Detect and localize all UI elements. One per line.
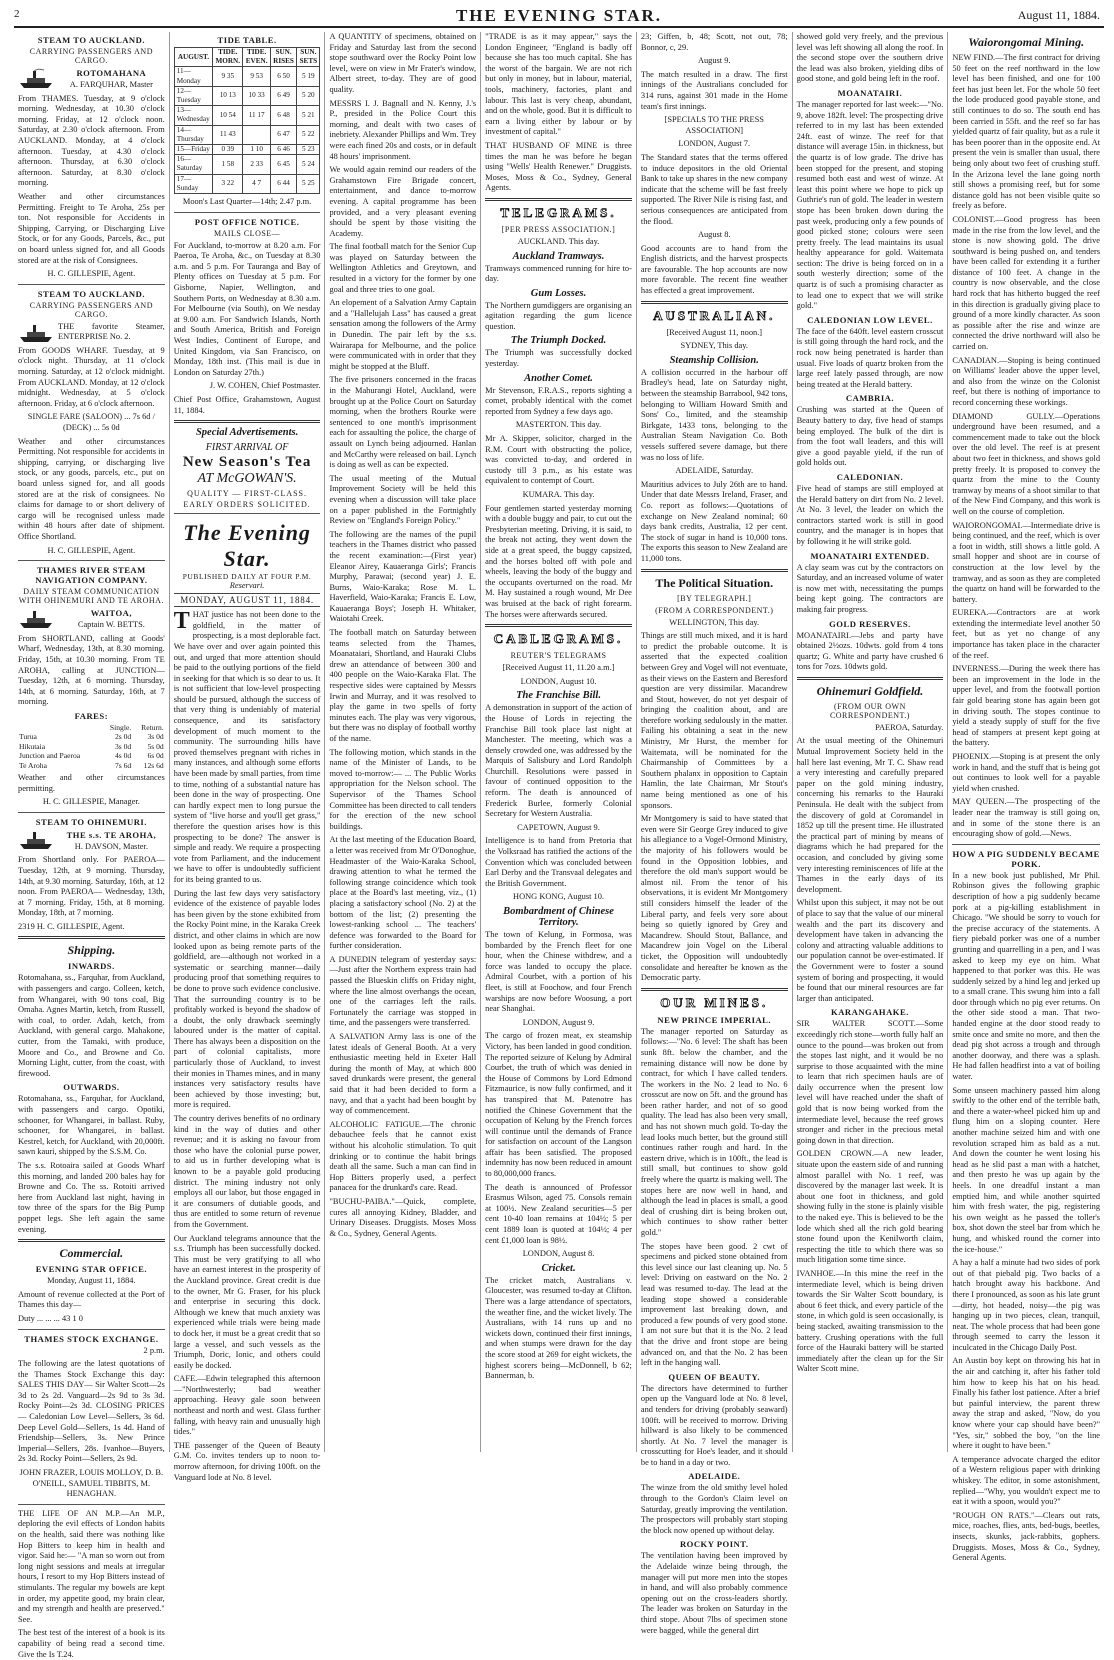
table-cell: 13—Wednesday: [174, 106, 212, 125]
section-heading: Special Advertisements.: [195, 427, 299, 439]
table-row: [174, 174, 320, 193]
article-text: EUREKA.—Contractors are at work extending the intermediate level another 50 feet, but as yet no change of any importance has taken place in the character of the reef.: [952, 608, 1101, 660]
table-cell: 3 22: [213, 174, 243, 193]
table-cell: 6 47: [270, 125, 296, 144]
section-title: STEAM TO AUCKLAND.: [37, 35, 145, 45]
notice-text: Weather and other circumstances permitting.: [18, 772, 165, 793]
table-cell: 6 50: [270, 67, 296, 86]
ad-headline: New Season's Tea: [182, 454, 312, 471]
news-item: The five prisoners concerned in the fracas in the Mahurangi Hotel, Auckland, were brought up at the Police Court on Saturday morning, when the brothers Rourke were sentenced to one month's imprisonment each for assaulting the police, the charge of assault on Lynch being adjourned. Hanlan and McCarthy were released on bail. Lynch is doing as well as can be expected.: [329, 375, 477, 470]
section-title: THAMES RIVER STEAM NAVIGATION COMPANY.: [35, 565, 148, 586]
masthead: [14, 6, 1104, 28]
table-row: [174, 106, 320, 125]
subsection-title: EVENING STAR OFFICE.: [35, 1264, 148, 1275]
column-6: [793, 32, 949, 1452]
news-item: At the last meeting of the Education Board, a letter was received from Mr O'Donoghue, Headmaster of the Waio-Karaka School, drawing attention to what he termed the following strange coincidence which took place at the Board's last meeting, viz., (1) placing a satisfactory school (No. 2) at the bottom of the list; (2) presenting the lowest-ranking school ... The teachers' defence was forwarded to the Board for further consideration.: [329, 835, 477, 951]
article-text: CAFE.—Edwin telegraphed this afternoon—"Northwesterly; bad weather approaching. Heavy gale soon between northeast and north and west. Glass further falling, with heavy rain and unusually high tides.": [173, 1374, 321, 1437]
place-dateline: CAPETOWN, August 9.: [517, 822, 600, 832]
article-text: The stopes have been good. 2 cwt of specimens and picked stone obtained from this level since our last cleaning up. No. 5 level: Driving on eastward on the No. 2 lead was resumed to-day. The lead at the leading stope showed a considerable improvement last breaking down, and produced a few pounds of very good stone. I am not sure but that it is the No. 2 lead that the drive and front stope are being advanced on, and that the No. 2 has been left in the hanging wall.: [640, 1241, 788, 1368]
subsection-title: THAMES STOCK EXCHANGE.: [24, 1333, 159, 1344]
article-text: GOLDEN CROWN.—A new leader, situate upon the eastern side of and running almost parallel with No. 1 reef, was discovered by the manager last week. It is about one foot in thickness, and gold showing fully in the stone is plainly visible to the naked eye. This is believed to be the lode which shed all the rich gold bearing stone found upon the Kenilworth claim, respecting the title to which there was so much litigation some time since.: [796, 1149, 944, 1265]
section-subtitle: (FROM OUR OWN CORRESPONDENT.): [829, 701, 910, 720]
table-cell: Hikutaia: [19, 741, 46, 751]
section-heading: AUSTRALIAN.: [653, 307, 776, 323]
article-text: 23; Giffen, b, 48; Scott, not out, 78; Bonnor, c, 29.: [640, 32, 788, 52]
article-text: The cargo of frozen meat, ex steamship Victory, has been landed in good condition. The reported seizure of Kelung by Admiral Courbet, the truth of which was denied in the House of Commons by Lord Edmond Fitzmaurice, is now fully confirmed, and it has transpired that M. Patenotre has notified the Chinese Government that the occupation of Kelung by the French forces will continue until the demands of France for satisfaction on account of the Langson affair has been satisfied. The proposed indemnity has now been reduced in amount to 80,000,000 francs.: [485, 1031, 632, 1179]
table-header: SUN. RISES: [270, 48, 296, 67]
dateline: Monday, August 11, 1884.: [47, 1276, 136, 1286]
table-cell: 5 24: [297, 155, 320, 174]
steamship-icon: [18, 322, 54, 344]
article-text: The town of Kelung, in Formosa, was bombarded by the French fleet for one hour, when the Chinese withdrew, and a force was landed to occupy the place. Admiral Courbet, with a portion of his fleet, is still at Foochow, and four French warships are now before Woosung, a port near Shanghai.: [485, 930, 632, 1014]
article-text: The Northern gumdiggers are organising an agitation regarding the gum licence question.: [485, 300, 632, 331]
divider: [174, 513, 321, 514]
specials-tag: [SPECIALS TO THE PRESS ASSOCIATION]: [664, 115, 764, 135]
ad-line: FIRST ARRIVAL OF: [205, 442, 289, 454]
table-cell: 9 53: [243, 67, 270, 86]
article-text: Mr Stevenson, F.R.A.S., reports sighting a comet, probably identical with the comet reported from Sydney a few days ago.: [485, 385, 632, 416]
article-text: The Triumph was successfully docked yesterday.: [485, 348, 632, 369]
table-header: AUGUST.: [174, 48, 212, 67]
article-text: The manager reported for last week:—"No. 9, above 182ft. level: The prospecting drive referred to in my last has been extended 24ft. east of winze. The reef for that distance will average 15in. in thickness, but the quartz is of low grade. The drive has been stopped for the present, and stoping resumed both east and west of winze. At least this point where we hope to pick up Guthrie's run of gold. The leader in western stope has been broken down during the past week, producing only a few pounds of good picked stone; colours were seen pretty freely. The lead maintains its usual healthy appearance for gold. Waitemata section: The drive is being forced on in a south westerly direction; some of the quartz is of such a promising character as to lead one to expect that we will strike gold.": [796, 99, 944, 311]
ad-line: EARLY ORDERS SOLICITED.: [183, 500, 311, 510]
table-cell: Te Aroha: [19, 760, 47, 770]
article-text: Whilst upon this subject, it may not be out of place to say that the value of our mineral wealth and the part its discovery and development have taken in advancing the colony and attracting valuable additions to our population cannot be over-estimated. If the Government were to foster a sound system of boring and prospecting, it would be found that our mineral resources are far larger than anticipated.: [796, 898, 944, 1003]
table-cell: 4 7: [243, 174, 270, 193]
article-text: A hay a half a minute had two sides of pork out of that piebald pig. Two backs of a hatch brought away his backbone. And there I pronounced, as soon as his late grunt—dirty, hot headed, noisy—the pig was hanging up in two pieces, clean, tranquil, neat. The whole process that had been gone through seemed to carry the lesson it inculcated in the Chicago Daily Post.: [952, 1258, 1101, 1352]
place-dateline: LONDON, August 9.: [522, 1017, 595, 1027]
article-text: The ventilation having been improved by the Adelaide winze being through, the manager will put more men into the stopes in hand, and will also probably commence opening out on the cross-leaders shortly. The leader was broken on Saturday in the third stope. About 7lbs of specimen stone were bagged, while the general dirt: [640, 1551, 788, 1635]
story-headline: The Triumph Docked.: [510, 335, 607, 347]
story-headline: HOW A PIG SUDDENLY BECAME PORK.: [952, 848, 1100, 869]
article-text: The cricket match, Australians v. Gloucester, was resumed to-day at Clifton. There was a large attendance of spectators, the weather fine, and the wicket lively. The Australians, with 14 runs up and no wickets down, continued their first innings, and when stumps were drawn for the day the score stood at 269 for eight wickets, the highest scorers being—McDonnell, b 62; Bannerman, b.: [485, 1275, 632, 1381]
table-cell: 12s 6d: [143, 760, 164, 770]
divider: [641, 569, 788, 572]
article-text: A clay seam was cut by the contractors on Saturday, and an increased volume of water is now met with, necessitating the pumps being kept going. The contractors are making fair progress.: [796, 562, 944, 614]
table-cell: 2s 0d: [114, 732, 132, 742]
divider: [18, 560, 165, 561]
article-text: PHOENIX.—Stoping is at present the only work in hand, and the stuff that is being got out continues to look well for a payable yield when crushed.: [952, 752, 1101, 793]
article-text: SIR WALTER SCOTT.—Some exceedingly rich stone—worth fully half an ounce to the pound—was broken out from the stopes last night, and it would be no surprise to those acquainted with the mine to learn that rich specimen hauls are of daily occurrence when the present low level will have reached under the shaft of gold that is now being worked from the intermediate level, because the reef grows stronger and richer in the precious metal going down in that direction.: [796, 1019, 944, 1145]
column-1: [14, 32, 170, 1659]
table-row: [18, 751, 165, 760]
article-text: The following are the latest quotations of the Thames Stock Exchange this day: SALES THIS DAY— Sir Walter Scott—2s 3d to 2s 2d. Vanguard—2s 9d to 3s 3d. Rocky Point—2s 3d. CLOSING PRICES— Caledonian Low Level—Sellers, 3s 6d. Deep Level Gold—Sellers, 1s 4d. Hand of Friendship—Sellers, 3s. New Prince Imperial—Sellers, 28s. Ivanhoe—Buyers, 2s 3d. Rocky Point—Sellers, 2s 9d.: [18, 1359, 165, 1464]
subsection-title: INWARDS.: [67, 961, 115, 972]
news-item: A QUANTITY of specimens, obtained on Friday and Saturday last from the second stope southward over the Rocky Point low level, were on view in Mr Frater's window, Albert street, to-day. They are of good quality.: [329, 32, 477, 94]
story-headline: The Franchise Bill.: [516, 690, 601, 702]
table-cell: 11—Monday: [174, 67, 212, 86]
subsection-title: CALEDONIAN.: [836, 471, 904, 482]
schedule-text: From THAMES. Tuesday, at 9 o'clock morning. Wednesday, at 10.30 o'clock morning. Friday, at 12 o'clock noon. Saturday, at 2.30 o'clock afternoon. From AUCKLAND. Monday, at 4 o'clock afternoon. Tuesday, at 4.30 o'clock afternoon. Thursday, at 6.30 o'clock afternoon. Saturday, at 8.30 o'clock morning.: [18, 93, 165, 188]
divider: [797, 677, 944, 680]
editorial-body: HAT justice has not been done to the goldfield, in the matter of prospecting, is a most deplorable fact. We have over and over again pointed this out, and urged that more attention should be paid to the outlying portions of the field in seeking for that which is so dear to us. It is not sufficient that low-level prospecting should be pursued, although the success of that very thing is undeniably of material consequence, and its satisfactory development of much moment to the community. The surrounding hills have proved themselves pregnant with riches in many instances, and although some efforts have been made by small parties, from time to time, nothing of a substantial nature has been done in the way of prospecting. One can hardly expect men to long pursue the system of "live horse and you'll get grass," therefore the question arises how is this prospecting to be done? The answer is simple and ready. We require a prospecting vote from Parliament, and the inducement we have to offer is undoubtedly sufficient for its being granted to us.: [173, 610, 321, 884]
article-text: In a new book just published, Mr Phil. Robinson gives the following graphic description of how a pig suddenly became pork at a pig-killing establishment in Chicago. "We should be sorry to vouch for the precise accuracy of the statements. A fiery piebald porker was one of a number grunting and quarrelling in a pen, and I was asked to keep my eye on him. What happened to that porker was this. He was suddenly seized by a hind leg and jerked up to a small crane. This swung him into a fall door through which no pig ever returns. On the other side stood a man. That two-handed engine at the door stood ready to smite once and smite no more, and then the dead pig shot across a trough and through another doorway, and there was a splash. He had fallen headfirst into a vat of boiling water.: [952, 870, 1101, 1082]
article-text: Things are still much mixed, and it is hard to predict the probable outcome. It is asserted that the expected coalition between Grey and Vogel will not eventuate, as their views on the Eastern and Beresford question are very dissimilar. Macandrew and Stout, however, do not yet despair of bringing the coalition about, and are therefore working sedulously in the matter. Failing his obtaining a seat in the new Ministry, Mr Hurst, the member for Waitemata, will be nominated for the Chairmanship of Committees by a Southern phalanx in opposition to Captain Hamlin, the late Chairman, Mr Stout's name being mentioned as one of his sponsors.: [640, 631, 788, 810]
editorial-date: MONDAY, AUGUST 11, 1884.: [174, 593, 321, 607]
section-heading: CABLEGRAMS.: [493, 631, 624, 647]
table-cell: 5 23: [297, 145, 320, 155]
ship-name: WAITOA,: [90, 608, 133, 619]
agent-name: H. C. GILLESPIE, Agent.: [47, 545, 136, 555]
advertisement-text: THE LIFE OF AN M.P.—An M.P., deploring the evil effects of London habits on the health, said there was nothing like Hop Bitters to keep him in health and vigor. Said he:— "A man so worn out from long night sessions and meals at irregular hours, I resort to my Hop Bitters instead of stimulants. The regular my bowels are kept in order, my appetite good, my brain clear, and my strength and health are preserved." See.: [18, 1508, 165, 1624]
table-cell: 5s 0d: [147, 741, 164, 751]
ship-name: THE s.s. TE AROHA,: [66, 829, 157, 840]
table-cell: 5 25: [297, 174, 320, 193]
table-cell: 5 21: [297, 106, 320, 125]
section-subtitle: (FROM A CORRESPONDENT.): [655, 605, 774, 615]
article-text: WAIORONGOMAI.—Intermediate drive is being continued, and the reef, which is over a foot in width, still shows a little gold. A small hopper and shoot are in course of construction at the low level by the tramway, and as soon as they are completed the quartz on hand will be forwarded to the battery.: [952, 520, 1101, 604]
news-item: The football match on Saturday between teams selected from the Thames, Moanataiari, Shortland, and Hauraki Clubs drew an attendance of between 300 and 400 people on the Waio-Karaka Flat. The respective sides were captained by Messrs Irwin and Murray, and it was resolved to play the game in two spells of forty minutes each. The play was very vigorous, but there was no display of football worthy of the name.: [329, 628, 477, 743]
table-row: [174, 155, 320, 174]
article-text: Intelligence is to hand from Pretoria that the Volksraad has ratified the actions of the Convention which was concluded between Earl Derby and the Transvaal delegates and the British Government.: [485, 836, 632, 888]
story-headline: Bombardment of Chinese Territory.: [503, 906, 614, 928]
moon-phase: Moon's Last Quarter—14th; 2.47 p.m.: [182, 197, 312, 207]
table-header: Return.: [141, 722, 164, 732]
agent-name: H. C. GILLESPIE, Agent.: [36, 921, 125, 931]
news-item: An elopement of a Salvation Army Captain and a "Hallelujah Lass" has caused a great sensation among the followers of the Army in Dunedin. The pair left by the s.s. Wairarapa for Melbourne, and the police were communicated with in order that they might be stopped at the Bluff.: [329, 298, 477, 371]
table-cell: 5 22: [297, 125, 320, 144]
table-cell: 1 58: [213, 155, 243, 174]
agent-name: H. C. GILLESPIE, Agent.: [47, 269, 136, 279]
section-subtitle: [PER PRESS ASSOCIATION.]: [501, 224, 616, 234]
place-dateline: LONDON, August 8.: [522, 1249, 595, 1259]
column-2: [170, 32, 326, 1482]
table-cell: 11 43: [213, 125, 243, 144]
article-text: Amount of revenue collected at the Port of Thames this day—: [18, 1289, 165, 1310]
news-item: The following motion, which stands in the name of the Minister of Lands, to be moved to-morrow:— ... The Public Works appropriation for the Nelson school. The Supervisor of the Thames School Committee has been directed to call tenders for the erection of the new school buildings.: [329, 747, 477, 831]
motto: Reservari.: [229, 581, 265, 591]
subsection-title: CALEDONIAN LOW LEVEL.: [807, 314, 933, 325]
article-text: The Standard states that the terms offered to induce depositors in the old Oriental Bank to take up shares in the new company indicate that the scheme will be fast freely supported. The River Nile is rising fast, and serious consequences are anticipated from the flood.: [640, 152, 788, 226]
article-text: Rotomahana, ss., Farquhar, for Auckland, with passengers and cargo. Opotiki, schooner, for Whangarei, in ballast. Ruby, schooner, for Whangarei, in ballast. Kestrel, ketch, for Auckland, with 20,000ft. sawn kauri, shipped by the S.S.M. Co.: [18, 1094, 165, 1157]
received-note: [Received August 11, noon.]: [666, 327, 763, 337]
table-cell: 10 54: [213, 106, 243, 125]
place-dateline: PAEROA, Saturday.: [875, 722, 944, 732]
place-dateline: SYDNEY, This day.: [680, 341, 748, 351]
news-item: ALCOHOLIC FATIGUE.—The chronic debauchee feels that he cannot exist without his alcoholic stimulation. To quit drinking or to continue the habit brings death all the same. Such a man can find in Hop Bitters properly used, a perfect panacea for the drunkard's care. Read.: [329, 1119, 477, 1193]
broker-names: JOHN FRAZER, LOUIS MOLLOY, D. B. O'NEILL, SAMUEL TIBBITS, M. HENAGHAN.: [19, 1468, 164, 1499]
editorial-text: Our Auckland telegrams announce that the s.s. Triumph has been successfully docked. This must be very gratifying to all who have an earnest interest in the prosperity of the Auckland province. Great credit is due to the owner, Mr G. Fraser, for his pluck and enterprise in securing this dock. Although we knew that much anxiety was experienced while trials were being made to dock her, it must be a great credit that so large a vessel, and such vessels as the Triumph, Doric, Ionic, and others could easily be docked.: [173, 1233, 321, 1370]
editorial-text: The country derives benefits of no ordinary kind in the way of duties and other revenue; and it is asking no favour from those who have the colonial purse power, to aid us in further developing what is known to be a payable gold producing district. The mining industry not only employs all our labor, but those engaged in it are consumers of dutiable goods, and thus are entitled to some return of revenue from the Government.: [173, 1114, 321, 1229]
table-cell: 17—Sunday: [174, 174, 212, 193]
article-text: CANADIAN.—Stoping is being continued on Williams' leader above the upper level, and also from the winze on the Colonist reef, but there is nothing of importance to record concerning these workings.: [952, 355, 1101, 407]
column-7: [948, 32, 1104, 1563]
story-headline: Gum Losses.: [530, 287, 587, 299]
divider: [641, 988, 788, 991]
article-text: An Austin boy kept on throwing his hat in the air and catching it, after his father told him how to keep his hat on his head. Finally his father lost patience. After a brief but painful interview, the parent threw away the strap and asked, "Now, do you know where your cap should have been?" "Yes, sir," sobbed the boy, "on the line where it ought to have been.": [952, 1356, 1101, 1451]
notice-text: Weather and other circumstances Permitting. Freight to Te Aroha, 25s per ton. Not responsible for Accidents in Shipping, Carrying, or Discharging Live Stock, or for any Goods, Parcels, &c., put on board unless signed for, and all Goods stored are at the risk of Consignees.: [18, 191, 165, 265]
subsection-title: MOANATAIRI.: [837, 87, 903, 98]
section-subtitle: CARRYING PASSENGERS AND CARGO.: [29, 300, 153, 319]
publication-note: PUBLISHED DAILY AT FOUR P.M.: [182, 572, 312, 582]
table-header: [18, 723, 101, 732]
table-header-row: [174, 48, 320, 67]
section-title: STEAM TO AUCKLAND.: [37, 288, 145, 299]
newspaper-title: THE EVENING STAR.: [455, 6, 663, 25]
ad-line: AT McGOWAN'S.: [197, 471, 297, 487]
article-text: The manager reported on Saturday as follows:—"No. 6 level: The shaft has been sunk 8ft. below the chamber, and the remaining distance will now be done by contract, for which I have called tenders. The workers in the No. 2 lead to No. 6 crosscut are now on 5ft. and the ground has been rather harder, and not of so good quality. The lead has also been very small, and has not shown much gold. To-day the lead looks much better, but the ground still continues rather rough and hard. In the eastern drive, which is in 100ft., the lead is still small, but continues to show gold freely where the quartz is making well. The stopes here are now well in hand, and although the lead in places is small, a good deal of crushing dirt is being broken out, which continues to show rather better gold.": [640, 1026, 788, 1237]
table-cell: 2 33: [243, 155, 270, 174]
table-cell: 6 49: [270, 86, 296, 105]
ad-line: QUALITY — FIRST-CLASS.: [187, 489, 308, 499]
section-subtitle: CARRYING PASSENGERS AND CARGO.: [29, 47, 153, 65]
table-row: [174, 67, 320, 86]
news-item: The usual meeting of the Mutual Improvement Society will be held this evening when a discussion will take place on a paper published in the Fortnightly Review on "England's Foreign Policy.": [329, 473, 477, 526]
table-cell: 12—Tuesday: [174, 86, 212, 105]
table-header: TIDE. MORN.: [213, 48, 243, 67]
news-item: THAT HUSBAND OF MINE is three times the man he was before he began using "Wells' Health Renewer." Druggists. Moses, Moss & Co., Sydney, General Agents.: [485, 140, 632, 193]
ship-master: Captain W. BETTS.: [77, 620, 145, 630]
duty-line: Duty ... ... ... 43 1 0: [18, 1313, 83, 1323]
article-text: showed gold very freely, and the previous level was left showing all along the roof. In the second stope over the southern drive the lead was also broken, yielding dibs of good stone, and gold being left in the roof.: [796, 32, 944, 84]
news-item: We would again remind our readers of the Grahamstown Fire Brigade concert, entertainment, and dance to-morrow evening. A capital programme has been provided, and a very pleasant evening should be spent by those visiting the Academy.: [329, 165, 477, 238]
section-subtitle: DAILY STEAM COMMUNICATION WITH OHINEMURI AND TE AROHA.: [18, 587, 164, 606]
drop-cap: T: [173, 608, 190, 635]
table-cell: Turua: [19, 732, 37, 742]
divider: [18, 284, 165, 285]
article-text: Mauritius advices to July 26th are to hand. Under that date Messrs Ireland, Fraser, and Co. report as follows:—Quotations of exchange on New Zealand nominal; 60 days bank credits, Australia, 12 per cent. The stock of sugar in hand is 10,000 tons. The exports this season to New Zealand are 11,000 tons.: [640, 479, 788, 563]
columns: [14, 32, 1104, 1659]
place-dateline: MASTERTON. This day.: [515, 420, 602, 430]
tide-table: [174, 47, 321, 194]
ship-name: ROTOMAHANA: [76, 68, 147, 78]
fare-text: SINGLE FARE (SALOON) ... 7s 6d / (DECK) ... 5s 0d: [27, 412, 155, 433]
section-heading: Shipping.: [67, 943, 116, 958]
table-cell: 10 33: [243, 86, 270, 105]
column-4: [481, 32, 637, 1452]
advertisement-text: "ROUGH ON RATS."—Clears out rats, mice, roaches, flies, ants, bed-bugs, beetles, insects, skunks, jack-rabbits, gophers. Druggists. Moses, Moss & Co., Sydney, General Agents.: [952, 1510, 1101, 1563]
section-heading: Commercial.: [59, 1246, 124, 1261]
section-heading: OUR MINES.: [660, 994, 769, 1010]
subsection-title: QUEEN OF BEAUTY.: [668, 1371, 761, 1382]
article-text: Tramways commenced running for hire to-day.: [485, 263, 632, 284]
column-5: [637, 32, 793, 1635]
section-heading: TELEGRAMS.: [500, 204, 617, 220]
table-header-row: [18, 723, 165, 732]
schedule-text: From GOODS WHARF. Tuesday, at 9 o'clock night. Thursday, at 11 o'clock morning. Saturday, at 12 o'clock midnight. From AUCKLAND. Monday, at 12 o'clock midnight. Wednesday, at 5 o'clock afternoon. Friday, at 6 o'clock afternoon.: [18, 345, 165, 408]
article-text: Some unseen machinery passed him along swiftly to the other end of the terrible bath, and there a water-wheel picked him up and flung him on a sloping counter. Here another machine seized him and with one revolution scraped him as bald as a nut. And down the counter he went losing his head as he slid past a man with a hatchet, and then presto he was up again by the heels. In one dreadful instant a man emptied him, and while another squirted him with fresh water, the pig, registering his own weight as he passed the toller's box, shot down the steel bar from which he hung, and whisked round the corner into the ice-house.": [952, 1085, 1101, 1254]
news-item: MESSRS I. J. Bagnall and N. Kenny, J.'s P., presided in the Police Court this morning, and dealt with two cases of inebriety. Alexander Phillips and Wm. Trey were each fined 20s and costs, or in default 48 hours' imprisonment.: [329, 98, 477, 161]
article-text: The s.s. Rotoaira sailed at Goods Wharf this morning, and landed 200 bales hay for Browne and Co. The ss. Rotoiti arrived here from Auckland last night, having in tow three of the spars for the Big Pump poppet legs. She left again the same evening.: [18, 1160, 165, 1234]
article-text: Crushing was started at the Queen of Beauty battery to day, five head of stamps being employed. The bulk of the dirt is from the foot wall leaders, and this will give a good payable yield, if the run of gold holds out.: [796, 405, 944, 468]
subsection-title: KARANGAHAKE.: [831, 1007, 909, 1018]
table-cell: 6 48: [270, 106, 296, 125]
table-cell: 10 13: [213, 86, 243, 105]
ship-name: THE favorite Steamer, ENTERPRISE No. 2.: [58, 321, 165, 342]
article-text: Rotomahana, ss., Farquhar, from Auckland, with passengers and cargo. Colleen, ketch, from Whangarei, with 90 tons coal, Big Omaha. Agnes Martin, ketch, from Russell, with coal, to order. Adah, ketch, from Auckland, with general cargo. Mahakone, cutter, from the Tamaki, with produce, Moore and Co., and Browne and Co. Morning Light, cutter, from the coast, with firewood.: [18, 973, 165, 1078]
story-headline: Cricket.: [541, 1262, 576, 1274]
table-cell: 7s 6d: [114, 760, 132, 770]
story-headline: Steamship Collision.: [669, 354, 759, 366]
place-dateline: KUMARA. This day.: [522, 490, 595, 499]
section-subtitle: REUTER'S TELEGRAMS: [510, 651, 607, 661]
place-dateline: LONDON, August 7.: [678, 139, 751, 149]
section-title: STEAM TO OHINEMURI.: [35, 816, 147, 827]
article-text: IVANHOE.—In this mine the reef in the intermediate level, which is being driven towards the Sir Walter Scott boundary, is about 6 feet thick, and every particle of the stone, in which gold is seen occasionally, is being stacked, awaiting transmission to the battery. Crushing operations with the full force of the Hauraki battery will be started immediately after the clean up for the Sir Walter Scott mine.: [796, 1268, 944, 1374]
table-row: [18, 732, 165, 741]
divider: [641, 301, 788, 304]
divider: [18, 1239, 165, 1242]
divider: [18, 812, 165, 813]
article-text: At the usual meeting of the Ohinemuri Mutual Improvement Society held in the hall here last evening, Mr T. C. Shaw read a very interesting and carefully prepared paper on the gold mining industry, concerning his remarks to the Hauraki Peninsula. He dealt with the subject from the discovery of gold at Coromandel in 1852 up till the present time. He illustrated the practical part of mining by means of diagrams which he had prepared for the occasion, and concluded by giving some very interesting reminiscences of life at the Thames in the early days of its development.: [796, 736, 944, 894]
paper-name: The Evening Star.: [183, 520, 311, 572]
table-cell: 3s 0d: [114, 741, 132, 751]
article-text: NEW FIND.—The first contract for driving 50 feet on the reef northward in the low level has been finished, and one for 100 feet has just been let. For the whole 50 feet the lode produced good payable stone, and still continues to do so. The south end has been carried in 55ft. and the reef so far has yielded quartz of fair quality, but as a rule it has been poorer than in the opposite end. At present the vein is smaller than usual, there being only about two feet of crushing stuff. In the Arizona level the lane going north still shows a promising reef, but for some distance gold has not been visible quite so freely as before.: [952, 53, 1101, 211]
article-text: DIAMOND GULLY.—Operations underground have been resumed, and a commencement made to take out the block over the old level. The reef is at present about two feet in thickness, and shows gold pretty freely. It is proposed to convey the quartz from the mine to the County tramway by means of a shoot similar to that of the New Find Company, and this work is well on the course of completion.: [952, 411, 1101, 516]
table-cell: 9 35: [213, 67, 243, 86]
subsection-title: CAMBRIA.: [845, 393, 895, 404]
divider: [485, 624, 632, 627]
schedule-text: From Shortland only. For PAEROA— Tuesday, 12th, at 9 morning. Thursday, 14th, at 9.30 morning. Saturday, 16th, at 12 noon. From PAEROA— Wednesday, 13th, at 7 morning. Friday, 15th, at 8 morning. Monday, 18th, at 7 morning.: [18, 855, 165, 918]
article-text: Four gentlemen started yesterday morning with a double buggy and pair, to cut out the Presbyterian meeting. Driving, it is said, to the break not acting, they went down the side at a great speed, the buggy capsized, and the horses bolted off with pole and wheels, leaving the body of the buggy and the occupants overturned on the road. Mr M. Hay sustained a rough wound, Mr Dee was bruised at the back of right forearm. The horses were afterwards secured.: [485, 503, 632, 619]
steamship-icon: [18, 829, 54, 851]
paper-nameplate: [174, 520, 321, 590]
article-text: A temperance advocate charged the editor of a Western religious paper with drinking whiskey. The editor, in some astonishment, replied—"Why, you wouldn't expect me to eat it with a spoon, would you?": [952, 1454, 1101, 1507]
news-item: The final football match for the Senior Cup was played on Saturday between the Wellington Athletics and Greytown, and resulted in a victory for the former by one goal and three tries to one goal.: [329, 242, 477, 294]
place-dateline: LONDON, August 10.: [520, 676, 597, 686]
article-text: COLONIST.—Good progress has been made in the rise from the low level, and the stone is now showing gold. The drive southward is being pushed on, and tenders have been called for extending it a further distance of 100 feet. A change in the country is now observable, and the close hard rock that has hitherto bugged the reef in this direction is gradually giving place to ground of a more kindly character. As soon as possible after the rise and winze are connected the drive northward will also be carried on.: [952, 214, 1101, 352]
table-cell: 0 39: [213, 145, 243, 155]
divider: [485, 198, 632, 201]
table-cell: 3s 0d: [147, 732, 164, 742]
table-row: [174, 145, 320, 155]
section-subtitle: MAILS CLOSE—: [213, 228, 281, 238]
advertisement-text: The best test of the interest of a book is its capability of being read a second time. Give the Is T.24.: [18, 1628, 165, 1659]
received-note: [Received August 11, 11.20 a.m.]: [502, 663, 615, 673]
article-text: Mr Montgomery is said to have stated that even were Sir George Grey induced to give his allegiance to a Vogel-Ormond Ministry, the majority of his followers would be found in the Opposition lobbies, and therefore the old man's support would be almost nil. From the tenor of his observations, it is evident Mr Montgomery still considers himself the leader of the Liberal party, and feels very sore about being so quietly ignored by Grey and Macandrew. Should Stout, Ballance, and Macandrew join Vogel on the Liberal ticket, the Opposition will undoubtedly consolidate and hereafter be known as the Democratic party.: [640, 814, 788, 983]
ad-code: 2319: [18, 921, 35, 931]
story-headline: Another Comet.: [524, 372, 593, 384]
table-row: [18, 761, 165, 770]
news-item: A DUNEDIN telegram of yesterday says:—Just after the Northern express train had passed the Blueskin cliffs on Friday night, where the line almost overhangs the ocean, one of the carriages left the rails. Fortunately the carriage was stopped in time, and the passengers were transferred.: [329, 954, 477, 1028]
place-dateline: AUCKLAND. This day.: [517, 236, 600, 246]
table-row: [174, 125, 320, 144]
page-number: 2: [14, 8, 20, 20]
article-text: Good accounts are to hand from the English districts, and the harvest prospects are favourable. The hop accounts are now more favorable. The recent fine weather has effected a great improvement.: [640, 243, 788, 296]
section-heading: Ohinemuri Goldfield.: [816, 683, 924, 698]
place-dateline: August 8.: [697, 230, 731, 240]
article-text: Mr A. Skipper, solicitor, charged in the R.M. Court with obstructing the police, was convicted to-day, and ordered in custody till 3 p.m., as his estate was equivalent to contempt of Court.: [485, 434, 632, 486]
article-text: A demonstration in support of the action of the House of Lords in rejecting the Franchise Bill took place last night at Manchester. The meeting, which was a densely crowded one, was addressed by the Marquis of Salisbury and Lord Randolph Churchill. Resolutions were passed in favour of continued opposition to the reform. The death is announced of Frederick Burlee, formerly Colonial Secretary for Western Australia.: [485, 703, 632, 819]
table-cell: 4s 0d: [114, 751, 132, 761]
table-cell: 11 17: [243, 106, 270, 125]
article-text: INVERNESS.—During the week there has been an improvement in the lode in the upper level, and from the footwall portion fair gold bearing stone has again been got in driving south. The stopes continue to yield a steady supply of stuff for the five head of stampers at present kept going at the battery.: [952, 664, 1101, 748]
divider: [174, 212, 321, 213]
place-dateline: HONG KONG, August 10.: [513, 892, 604, 902]
editorial-text: [174, 610, 321, 885]
article-text: The death is announced of Professor Erasmus Wilson, aged 75. Consols remain at 100½. New Zealand securities—5 per cent 10-40 loan remains at 104½; 5 per cent 1889 loan is quoted at 104½; 4 per cent £1,000 loan is 98½.: [485, 1182, 632, 1245]
fares-table: [18, 723, 165, 770]
schedule-text: From SHORTLAND, calling at Goods' Wharf, Wednesday, 13th, at 8.30 morning. Friday, 15th, at 10.30 morning. From TE AROHA, calling at JUNCTION— Tuesday, 12th, at 6 morning. Thursday, 14th, at 6 morning. Saturday, 16th, at 7 morning.: [18, 633, 165, 707]
section-heading: Waiorongomai Mining.: [968, 35, 1085, 49]
timestamp: 2 p.m.: [143, 1345, 165, 1355]
subsection-title: OUTWARDS.: [63, 1082, 120, 1093]
fares-title: FARES:: [74, 710, 109, 721]
signature: J. W. COHEN, Chief Postmaster.: [209, 381, 321, 391]
subsection-title: MOANATAIRI EXTENDED.: [810, 550, 930, 561]
table-cell: 5 20: [297, 86, 320, 105]
article-text: MAY QUEEN.—The prospecting of the leader near the tramway is still going on, and in some of the stone there is an encouraging show of gold.—News.: [952, 797, 1101, 839]
divider: [174, 420, 321, 423]
table-cell: 6 44: [270, 174, 296, 193]
place-dateline: WELLINGTON, This day.: [669, 617, 760, 627]
steamship-icon: [18, 68, 54, 90]
column-3: [325, 32, 481, 1452]
table-cell: 6s 0d: [147, 751, 164, 761]
divider: [18, 1329, 165, 1330]
table-row: [174, 86, 320, 105]
table-header: TIDE. EVEN.: [243, 48, 270, 67]
divider: [952, 844, 1100, 845]
article-text: THE passenger of the Queen of Beauty G.M. Co. invites tenders up to noon to-morrow afternoon, for driving 100ft. on the Vanguard lode at No. 8 level.: [173, 1440, 321, 1482]
agent-line: [18, 922, 165, 933]
article-text: The directors have determined to further open up the Vanguard lode at No. 8 level, and tenders for driving (probably seaward) 100ft. will be received to morrow. Driving hillward is also likely to be commenced shortly. At No. 7 level the manager is crosscutting for Hoe's leader, and it should be to hand in a day or two.: [640, 1383, 788, 1467]
article-text: The face of the 640ft. level eastern crosscut is still going through the hard rock, and the rock now being penetrated is harder than usual. Five loads of quartz broken from the large reef lately passed through, are now being treated at the Herald battery.: [796, 326, 944, 389]
table-cell: 15—Friday: [174, 145, 212, 155]
article-text: The match resulted in a draw. The first innings of the Australians concluded for 314 runs, against 301 made in the Home team's first innings.: [640, 69, 788, 111]
issue-date: August 11, 1884.: [1017, 8, 1100, 22]
subsection-title: ADELAIDE.: [688, 1471, 741, 1482]
story-headline: Auckland Tramways.: [512, 250, 605, 262]
place-dateline: ADELAIDE, Saturday.: [675, 466, 754, 476]
tide-table-title: TIDE TABLE.: [217, 35, 277, 45]
agent-name: H. C. GILLESPIE, Manager.: [42, 797, 140, 807]
table-cell: 6 45: [270, 155, 296, 174]
table-cell: 6 46: [270, 145, 296, 155]
place-dateline: August 9.: [697, 56, 731, 66]
table-cell: Junction and Paeroa: [19, 751, 81, 761]
notice-text: Weather and other circumstances Permitting. Not responsible for accidents in shipping, carrying, or discharging live stock, or any goods, parcels, etc., put on board unless signed for, and all goods stored are at the risk of consignees. No claims for damage to or short delivery of cargo will be recognised unless made within 48 hours after date of shipment. Office Shortland.: [18, 436, 165, 541]
news-item: "BUCHU-PAIBA."—Quick, complete, cures all annoying Kidney, Bladder, and Urinary Diseases. Druggists. Moses Moss & Co., Sydney, General Agents.: [329, 1196, 477, 1238]
table-header: Single.: [109, 722, 132, 732]
subsection-title: ROCKY POINT.: [679, 1539, 749, 1550]
subsection-title: GOLD RESERVES.: [829, 618, 911, 629]
table-cell: 16—Saturday: [174, 155, 212, 174]
table-cell: 14—Thursday: [174, 125, 212, 144]
office-line: Chief Post Office, Grahamstown, August 11, 1884.: [173, 394, 321, 415]
ship-master: H. DAVSON, Master.: [74, 841, 148, 851]
table-cell: 1 10: [243, 145, 270, 155]
table-row: [18, 742, 165, 751]
news-item: The following are the names of the pupil teachers in the Thames district who passed the recent examination:—(First year) Eleanor Airey, Kauaeranga Girls'; Francis Murphy, Parawai; (second year) J. E. Burns, Waio-Karaka; Rose M. L. Haverfield, Waio-Karaka; Francis E. Low, Kauaeranga Boys'; Joseph H. Whitaker, Waiotahi Creek.: [329, 529, 477, 624]
news-item: "TRADE is as it may appear," says the London Engineer, "England is badly off because she has too much capital. She has the worst of the bargain. We are not rich but only in money, but in labour, material, tools, machinery, factories, plant and labour. This last is very cheap, abundant, and on the whole, good. But it is difficult to earn a living either by labour or by investment of capital.": [485, 32, 632, 137]
divider: [18, 936, 165, 939]
table-cell: [243, 125, 270, 144]
section-subtitle: [BY TELEGRAPH.]: [677, 593, 752, 603]
editorial-text: During the last few days very satisfactory evidence of the existence of payable lodes has been given by the stone exhibited from the Rocky Point mine, in the Karaka Creek district, and other claims in which are now looked upon as being remote parts of the goldfield, are—although not worked in a systematic or searching manner—daily producing proof that something requires to be done to prove such evidence conclusive. That the surrounding country is to be profitably worked is beyond the shadow of a doubt, the only drawback seemingly laboured under is the matter of capital. There has always been a disposition on the part of colonial capitalists, more particularly those of Auckland, to invest their monies in Thames mines, and in many instances very satisfactory results have been achieved by those investing; but, more is required.: [173, 888, 321, 1110]
news-item: A SALVATION Army lass is one of the latest ideals of General Booth. At a very enthusiastic meeting held in Exeter Hall during the month of May, at which 800 saved drunkards were present, the general said that it had been decided to form a navy, and that a yacht had been bought by way of commencement.: [329, 1032, 477, 1116]
article-text: A collision occurred in the harbour off Bradley's head, late on Saturday night, between the steamship Barrabool, 942 tons, belonging to William Howard Smith and Sons' Co., limited, and the steamship Birkgate, 1433 tons, belonging to the Australian Steam Navigation Co. Both vessels suffered severe damage, but there was no loss of life.: [640, 367, 788, 462]
article-text: The winze from the old smithy level holed through to the Gordon's Claim level on Saturday, greatly improving the ventilation. The prospectors will probably start stoping the block now opened up without delay.: [640, 1483, 788, 1535]
table-header: SUN. SETS: [297, 48, 320, 67]
article-text: MOANATAIRI.—Jebs and party have obtained 2½ozs. 10dwts. gold from 4 tons quartz; G. White and party have crushed 6 tons for 7ozs. 10dwts gold.: [796, 630, 944, 672]
tea-advertisement: [174, 442, 321, 509]
section-heading: The Political Situation.: [655, 575, 774, 590]
table-cell: 5 19: [297, 67, 320, 86]
ship-master: A. FARQUHAR, Master: [69, 80, 153, 89]
steamship-icon: [18, 608, 54, 630]
article-text: For Auckland, to-morrow at 8.20 a.m. For Paeroa, Te Aroha, &c., on Tuesday at 8.30 a.m. and 5 p.m. For Tauranga and Bay of Plenty offices on Tuesday at 5 p.m. For Gisborne, Napier, Wellington, and Southern Ports, on Wednesday at 8.30 a.m. For Melbourne (via South), on We nesday at 9.00 a.m. For Sandwich Islands, North and South America, British and Foreign West Indies, Continent of Europe, and United Kingdom, via San Francisco, on Monday, 18th inst. (This mail is due in London on Saturday 27th.): [173, 240, 321, 377]
divider: [18, 1504, 165, 1505]
section-title: POST OFFICE NOTICE.: [194, 216, 300, 227]
subsection-title: NEW PRINCE IMPERIAL.: [657, 1014, 772, 1025]
article-text: Five head of stamps are still employed at the Herald battery on dirt from No. 2 level. At No. 3 level, the leader on which the contractors started work is still in good country, and the manager is in hopes that by following it he will strike gold.: [796, 483, 944, 546]
